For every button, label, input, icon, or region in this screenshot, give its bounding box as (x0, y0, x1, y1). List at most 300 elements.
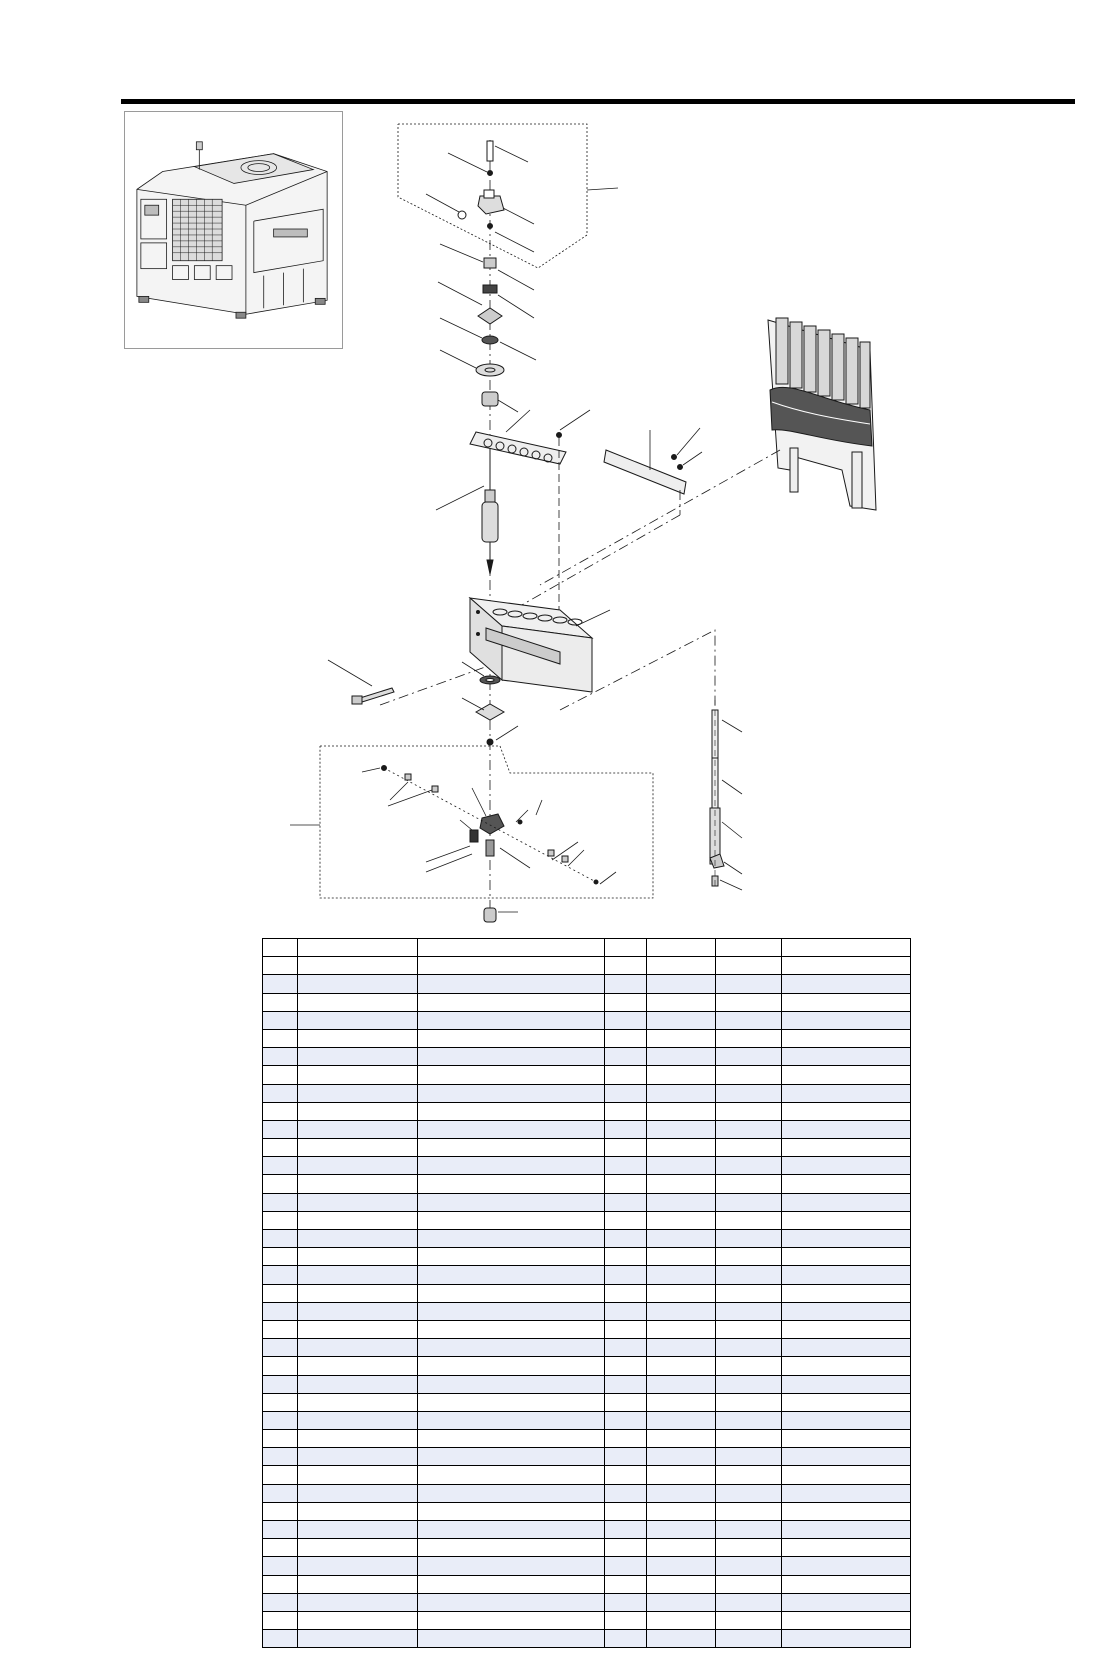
table-cell (418, 1357, 605, 1375)
table-cell (782, 1302, 911, 1320)
table-cell (605, 1302, 647, 1320)
table-cell (647, 1521, 716, 1539)
table-cell (782, 1393, 911, 1411)
table-cell (782, 1411, 911, 1429)
table-row (263, 1593, 911, 1611)
table-cell (263, 1521, 298, 1539)
table-cell (647, 1557, 716, 1575)
table-cell (782, 1502, 911, 1520)
table-row (263, 957, 911, 975)
table-cell (716, 1575, 782, 1593)
table-cell (716, 1339, 782, 1357)
table-cell (298, 1102, 418, 1120)
table-cell (716, 1066, 782, 1084)
table-cell (782, 993, 911, 1011)
table-cell (716, 1157, 782, 1175)
table-cell (263, 1102, 298, 1120)
table-row (263, 1539, 911, 1557)
table-cell (647, 1066, 716, 1084)
table-cell (263, 1157, 298, 1175)
table-cell (647, 1539, 716, 1557)
table-cell (782, 1375, 911, 1393)
table-row (263, 1302, 911, 1320)
table-cell (716, 1502, 782, 1520)
table-row (263, 1157, 911, 1175)
table-cell (605, 1502, 647, 1520)
table-cell (263, 1211, 298, 1229)
table-cell (647, 1411, 716, 1429)
table-cell (647, 1266, 716, 1284)
table-cell (298, 1139, 418, 1157)
table-cell (782, 957, 911, 975)
table-cell (298, 1630, 418, 1648)
table-cell (716, 1011, 782, 1029)
table-cell (418, 1120, 605, 1138)
table-cell (263, 1411, 298, 1429)
table-cell (263, 1375, 298, 1393)
table-cell (418, 1448, 605, 1466)
table-cell (605, 1411, 647, 1429)
table-cell (263, 1539, 298, 1557)
col-qty (605, 939, 647, 957)
table-cell (716, 1139, 782, 1157)
table-cell (418, 1175, 605, 1193)
table-cell (605, 1521, 647, 1539)
table-cell (298, 1211, 418, 1229)
table-row (263, 1266, 911, 1284)
table-cell (605, 1157, 647, 1175)
table-cell (605, 1357, 647, 1375)
table-cell (605, 1430, 647, 1448)
table-cell (782, 1284, 911, 1302)
table-cell (298, 1266, 418, 1284)
table-cell (782, 1320, 911, 1338)
table-cell (418, 1539, 605, 1557)
table-cell (716, 1120, 782, 1138)
upper-stack (458, 141, 504, 406)
table-cell (647, 1284, 716, 1302)
table-cell (298, 1502, 418, 1520)
col-no (263, 939, 298, 957)
table-cell (605, 1266, 647, 1284)
table-cell (782, 1048, 911, 1066)
table-cell (782, 1466, 911, 1484)
table-cell (647, 1339, 716, 1357)
table-cell (716, 1411, 782, 1429)
table-row (263, 1611, 911, 1629)
table-cell (647, 1575, 716, 1593)
table-cell (298, 1120, 418, 1138)
table-cell (605, 1284, 647, 1302)
table-cell (298, 1248, 418, 1266)
table-cell (716, 1375, 782, 1393)
table-cell (298, 1448, 418, 1466)
table-cell (418, 1611, 605, 1629)
table-cell (263, 1630, 298, 1648)
table-cell (418, 1084, 605, 1102)
table-row (263, 1484, 911, 1502)
table-cell (263, 1339, 298, 1357)
table-cell (782, 1102, 911, 1120)
col-description (418, 939, 605, 957)
table-cell (782, 1120, 911, 1138)
table-cell (298, 1593, 418, 1611)
table-cell (263, 1066, 298, 1084)
table-cell (263, 1029, 298, 1047)
table-cell (605, 1593, 647, 1611)
table-cell (782, 1139, 911, 1157)
table-cell (298, 1230, 418, 1248)
table-row (263, 1502, 911, 1520)
table-cell (298, 1539, 418, 1557)
table-cell (418, 1375, 605, 1393)
table-cell (782, 1521, 911, 1539)
table-cell (647, 1193, 716, 1211)
table-cell (418, 1320, 605, 1338)
table-cell (605, 1029, 647, 1047)
table-cell (298, 1484, 418, 1502)
table-cell (782, 1593, 911, 1611)
rod-parts (710, 700, 724, 890)
parts-table (262, 938, 911, 1648)
table-cell (647, 1320, 716, 1338)
table-cell (605, 1557, 647, 1575)
nozzle-plate (470, 432, 566, 464)
table-cell (716, 1393, 782, 1411)
table-cell (716, 1302, 782, 1320)
table-cell (647, 1248, 716, 1266)
table-cell (716, 1102, 782, 1120)
table-cell (716, 975, 782, 993)
table-cell (298, 975, 418, 993)
table-cell (782, 1066, 911, 1084)
table-cell (605, 957, 647, 975)
table-cell (298, 1302, 418, 1320)
table-cell (263, 1139, 298, 1157)
table-cell (418, 1339, 605, 1357)
table-cell (647, 975, 716, 993)
table-row (263, 1466, 911, 1484)
table-cell (298, 1066, 418, 1084)
table-row (263, 1248, 911, 1266)
table-cell (263, 1575, 298, 1593)
table-cell (263, 1084, 298, 1102)
table-cell (418, 1393, 605, 1411)
table-cell (418, 1575, 605, 1593)
table-cell (263, 1011, 298, 1029)
table-cell (782, 975, 911, 993)
spindle (482, 448, 498, 574)
table-row (263, 1357, 911, 1375)
table-cell (605, 1539, 647, 1557)
table-cell (647, 1302, 716, 1320)
table-cell (418, 1139, 605, 1157)
table-cell (263, 1302, 298, 1320)
table-row (263, 1011, 911, 1029)
table-cell (418, 975, 605, 993)
table-cell (782, 1357, 911, 1375)
table-cell (605, 1084, 647, 1102)
table-cell (716, 1320, 782, 1338)
table-cell (782, 1339, 911, 1357)
table-cell (716, 957, 782, 975)
table-cell (647, 1011, 716, 1029)
table-cell (605, 1139, 647, 1157)
table-cell (647, 1175, 716, 1193)
table-cell (782, 1248, 911, 1266)
table-row (263, 1557, 911, 1575)
table-cell (716, 1630, 782, 1648)
parts-table-header (263, 939, 911, 957)
table-cell (605, 1448, 647, 1466)
table-cell (716, 993, 782, 1011)
table-row (263, 1630, 911, 1648)
table-cell (298, 1357, 418, 1375)
table-cell (418, 1230, 605, 1248)
table-cell (716, 1466, 782, 1484)
table-cell (605, 1248, 647, 1266)
table-cell (263, 957, 298, 975)
table-cell (418, 1066, 605, 1084)
table-cell (716, 1211, 782, 1229)
table-cell (263, 1611, 298, 1629)
table-row (263, 975, 911, 993)
table-cell (716, 1430, 782, 1448)
table-cell (782, 1084, 911, 1102)
table-cell (716, 1448, 782, 1466)
table-cell (782, 1230, 911, 1248)
table-cell (263, 1593, 298, 1611)
table-cell (263, 1120, 298, 1138)
long-bolt (352, 688, 394, 704)
parts-table-body (263, 957, 911, 1648)
table-cell (418, 1484, 605, 1502)
table-cell (782, 1011, 911, 1029)
table-cell (298, 1375, 418, 1393)
table-cell (418, 1302, 605, 1320)
table-cell (716, 1484, 782, 1502)
table-cell (298, 1284, 418, 1302)
table-cell (263, 1193, 298, 1211)
table-cell (263, 1448, 298, 1466)
table-row (263, 1430, 911, 1448)
table-cell (418, 1011, 605, 1029)
table-cell (263, 1248, 298, 1266)
table-cell (298, 1557, 418, 1575)
table-cell (418, 1557, 605, 1575)
table-cell (782, 1630, 911, 1648)
table-cell (647, 1502, 716, 1520)
table-cell (298, 1320, 418, 1338)
table-row (263, 1411, 911, 1429)
table-cell (605, 1066, 647, 1084)
table-cell (605, 1230, 647, 1248)
table-cell (298, 1193, 418, 1211)
table-cell (418, 993, 605, 1011)
table-cell (605, 1393, 647, 1411)
table-cell (716, 1266, 782, 1284)
table-cell (716, 1084, 782, 1102)
table-cell (298, 993, 418, 1011)
table-cell (782, 1211, 911, 1229)
table-cell (605, 1193, 647, 1211)
table-cell (716, 1193, 782, 1211)
col-part-number (298, 939, 418, 957)
table-cell (716, 1539, 782, 1557)
table-cell (605, 1611, 647, 1629)
col-a (647, 939, 716, 957)
table-cell (605, 1339, 647, 1357)
table-cell (647, 993, 716, 1011)
table-cell (716, 1029, 782, 1047)
table-cell (647, 1120, 716, 1138)
table-cell (263, 1502, 298, 1520)
table-cell (782, 1430, 911, 1448)
table-cell (263, 1266, 298, 1284)
table-row (263, 1448, 911, 1466)
table-cell (418, 1466, 605, 1484)
table-cell (263, 1466, 298, 1484)
table-cell (263, 1175, 298, 1193)
table-cell (716, 1175, 782, 1193)
table-cell (716, 1611, 782, 1629)
table-cell (298, 1575, 418, 1593)
table-cell (605, 1011, 647, 1029)
table-cell (263, 1557, 298, 1575)
table-cell (418, 1193, 605, 1211)
table-cell (418, 1411, 605, 1429)
table-row (263, 1375, 911, 1393)
table-row (263, 1084, 911, 1102)
table-cell (263, 1484, 298, 1502)
table-cell (418, 1266, 605, 1284)
table-cell (782, 1193, 911, 1211)
table-cell (647, 1029, 716, 1047)
table-cell (298, 1411, 418, 1429)
table-cell (647, 1448, 716, 1466)
table-cell (298, 1048, 418, 1066)
table-cell (418, 1284, 605, 1302)
table-cell (716, 1521, 782, 1539)
table-cell (605, 1048, 647, 1066)
table-cell (647, 1048, 716, 1066)
table-cell (298, 1393, 418, 1411)
table-row (263, 1575, 911, 1593)
table-cell (647, 1157, 716, 1175)
table-cell (782, 1029, 911, 1047)
table-cell (782, 1448, 911, 1466)
table-cell (298, 1611, 418, 1629)
table-row (263, 1521, 911, 1539)
table-cell (647, 1357, 716, 1375)
table-row (263, 1029, 911, 1047)
table-row (263, 1102, 911, 1120)
table-row (263, 1284, 911, 1302)
table-cell (418, 1248, 605, 1266)
table-cell (418, 1593, 605, 1611)
table-cell (263, 1284, 298, 1302)
table-cell (298, 1029, 418, 1047)
table-cell (782, 1557, 911, 1575)
table-cell (782, 1484, 911, 1502)
table-cell (298, 1430, 418, 1448)
table-row (263, 1175, 911, 1193)
table-cell (418, 1430, 605, 1448)
table-cell (647, 1484, 716, 1502)
table-row (263, 993, 911, 1011)
table-cell (605, 1120, 647, 1138)
table-cell (647, 1611, 716, 1629)
table-cell (647, 1630, 716, 1648)
table-row (263, 1211, 911, 1229)
table-row (263, 1320, 911, 1338)
table-cell (605, 1375, 647, 1393)
table-cell (647, 1393, 716, 1411)
table-row (263, 1193, 911, 1211)
table-cell (298, 1175, 418, 1193)
table-cell (647, 1430, 716, 1448)
slider-bar (604, 428, 702, 494)
table-cell (605, 975, 647, 993)
table-cell (418, 1211, 605, 1229)
table-cell (263, 993, 298, 1011)
table-cell (782, 1539, 911, 1557)
table-cell (418, 1102, 605, 1120)
table-cell (263, 1393, 298, 1411)
table-row (263, 1048, 911, 1066)
table-cell (647, 1139, 716, 1157)
table-cell (716, 1230, 782, 1248)
table-cell (418, 1157, 605, 1175)
table-cell (418, 1521, 605, 1539)
multi-nozzle-head-unit-illustration (768, 318, 876, 510)
table-cell (782, 1266, 911, 1284)
table-cell (716, 1357, 782, 1375)
table-cell (605, 1466, 647, 1484)
table-cell (298, 1011, 418, 1029)
table-cell (263, 1048, 298, 1066)
table-cell (605, 1320, 647, 1338)
table-cell (418, 1502, 605, 1520)
table-cell (782, 1157, 911, 1175)
table-cell (647, 1102, 716, 1120)
table-cell (605, 993, 647, 1011)
table-cell (418, 957, 605, 975)
table-cell (298, 1084, 418, 1102)
table-cell (605, 1211, 647, 1229)
table-cell (418, 1029, 605, 1047)
table-row (263, 1393, 911, 1411)
table-row (263, 1120, 911, 1138)
table-cell (298, 1521, 418, 1539)
table-cell (263, 1320, 298, 1338)
table-cell (647, 1084, 716, 1102)
table-cell (647, 1375, 716, 1393)
table-cell (263, 975, 298, 993)
table-cell (647, 1593, 716, 1611)
table-cell (782, 1575, 911, 1593)
table-row (263, 1066, 911, 1084)
table-cell (716, 1557, 782, 1575)
table-cell (605, 1575, 647, 1593)
table-row (263, 1230, 911, 1248)
table-cell (605, 1484, 647, 1502)
table-row (263, 1339, 911, 1357)
table-row (263, 1139, 911, 1157)
table-cell (782, 1611, 911, 1629)
table-cell (605, 1102, 647, 1120)
table-cell (298, 957, 418, 975)
